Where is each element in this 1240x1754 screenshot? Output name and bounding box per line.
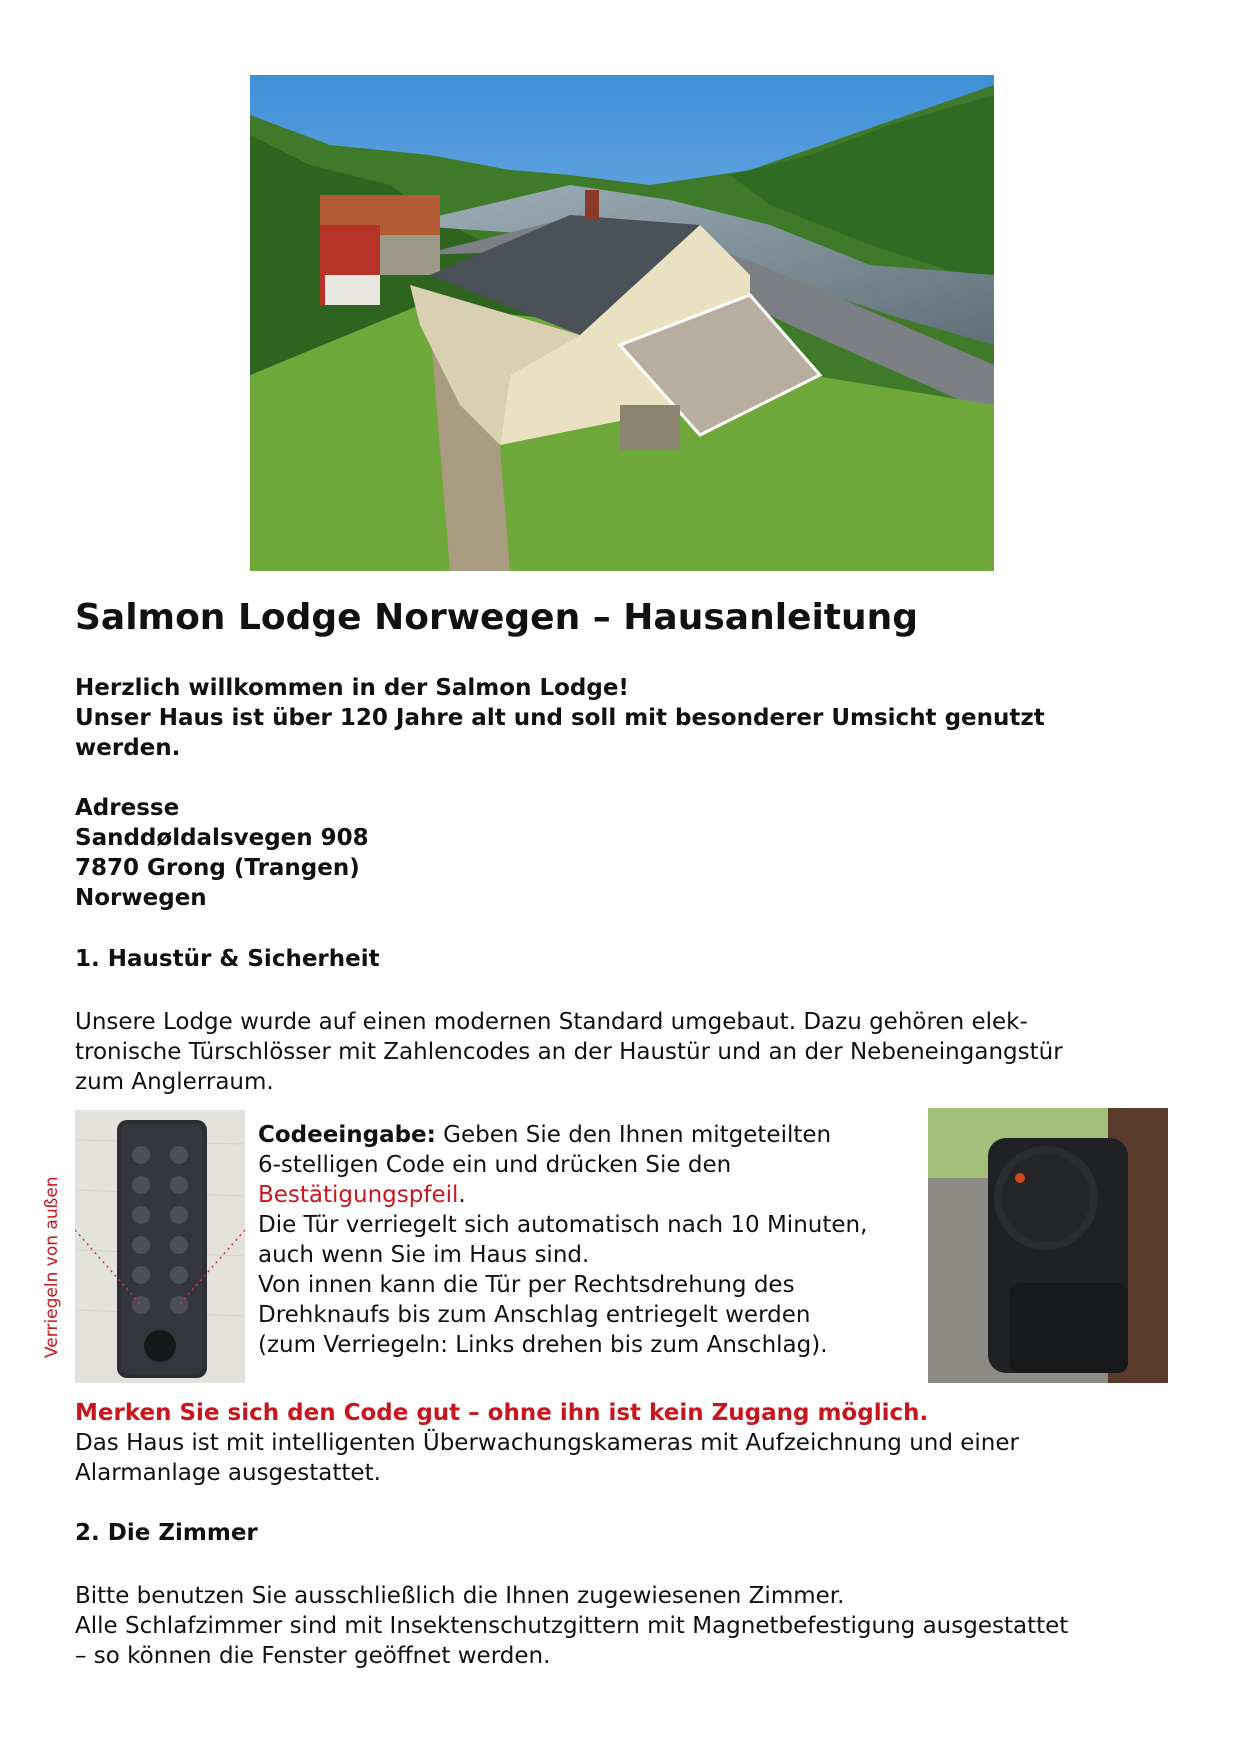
camera-line-2: Alarmanlage ausgestattet. (75, 1460, 381, 1486)
welcome-line-2: Unser Haus ist über 120 Jahre alt und soll mit besonderer Umsicht genutzt (75, 705, 1045, 731)
code-line-1 (258, 1120, 928, 1150)
welcome-line-1: Herzlich willkommen in der Salmon Lodge! (75, 675, 629, 701)
address-country: Norwegen (75, 885, 207, 911)
intro-line-2: tronische Türschlösser mit Zahlencodes an der Haustür und an der Nebeneingangstür (75, 1039, 1063, 1065)
address-block (75, 793, 1165, 913)
code-label: Codeeingabe: (258, 1122, 436, 1148)
code-line-5: auch wenn Sie im Haus sind. (258, 1242, 590, 1268)
welcome-text (75, 673, 1165, 763)
confirm-arrow-text: Bestätigungspfeil (258, 1182, 459, 1208)
address-city: 7870 Grong (Trangen) (75, 855, 360, 881)
section-2-text (75, 1581, 1165, 1671)
rooms-line-2: Alle Schlafzimmer sind mit Insektenschutzgittern mit Magnetbefestigung ausgestattet (75, 1613, 1069, 1639)
address-street: Sanddøldalsvegen 908 (75, 825, 369, 851)
code-line-4: Die Tür verriegelt sich automatisch nach 10 Minuten, (258, 1212, 868, 1238)
code-instructions (258, 1120, 928, 1360)
section-1-intro (75, 1007, 1165, 1097)
intro-line-3: zum Anglerraum. (75, 1069, 274, 1095)
code-line-1-rest: Geben Sie den Ihnen mitgeteilten (435, 1122, 832, 1148)
code-line-3 (258, 1180, 928, 1210)
rooms-line-3: – so können die Fenster geöffnet werden. (75, 1643, 551, 1669)
intro-line-1: Unsere Lodge wurde auf einen modernen Standard umgebaut. Dazu gehören elek- (75, 1009, 1028, 1035)
lodge-aerial-photo (250, 75, 994, 571)
door-lock-knob-photo (928, 1108, 1168, 1383)
welcome-line-3: werden. (75, 735, 181, 761)
address-heading: Adresse (75, 795, 180, 821)
section-2-heading: 2. Die Zimmer (75, 1520, 258, 1546)
code-line-2: 6-stelligen Code ein und drücken Sie den (258, 1152, 732, 1178)
page-title: Salmon Lodge Norwegen – Hausanleitung (75, 597, 919, 638)
code-line-8: (zum Verriegeln: Links drehen bis zum Anschlag). (258, 1332, 828, 1358)
lock-outside-label: Verriegeln von außen (42, 1176, 62, 1358)
code-line-7: Drehknaufs bis zum Anschlag entriegelt werden (258, 1302, 811, 1328)
code-line-6: Von innen kann die Tür per Rechtsdrehung des (258, 1272, 795, 1298)
keypad-photo (75, 1110, 245, 1383)
camera-line-1: Das Haus ist mit intelligenten Überwachungskameras mit Aufzeichnung und einer (75, 1430, 1019, 1456)
code-warning: Merken Sie sich den Code gut – ohne ihn ist kein Zugang möglich. (75, 1400, 929, 1426)
code-line-3-end: . (458, 1182, 466, 1208)
camera-notice (75, 1428, 1165, 1488)
section-1-heading: 1. Haustür & Sicherheit (75, 946, 380, 972)
rooms-line-1: Bitte benutzen Sie ausschließlich die Ihnen zugewiesenen Zimmer. (75, 1583, 845, 1609)
